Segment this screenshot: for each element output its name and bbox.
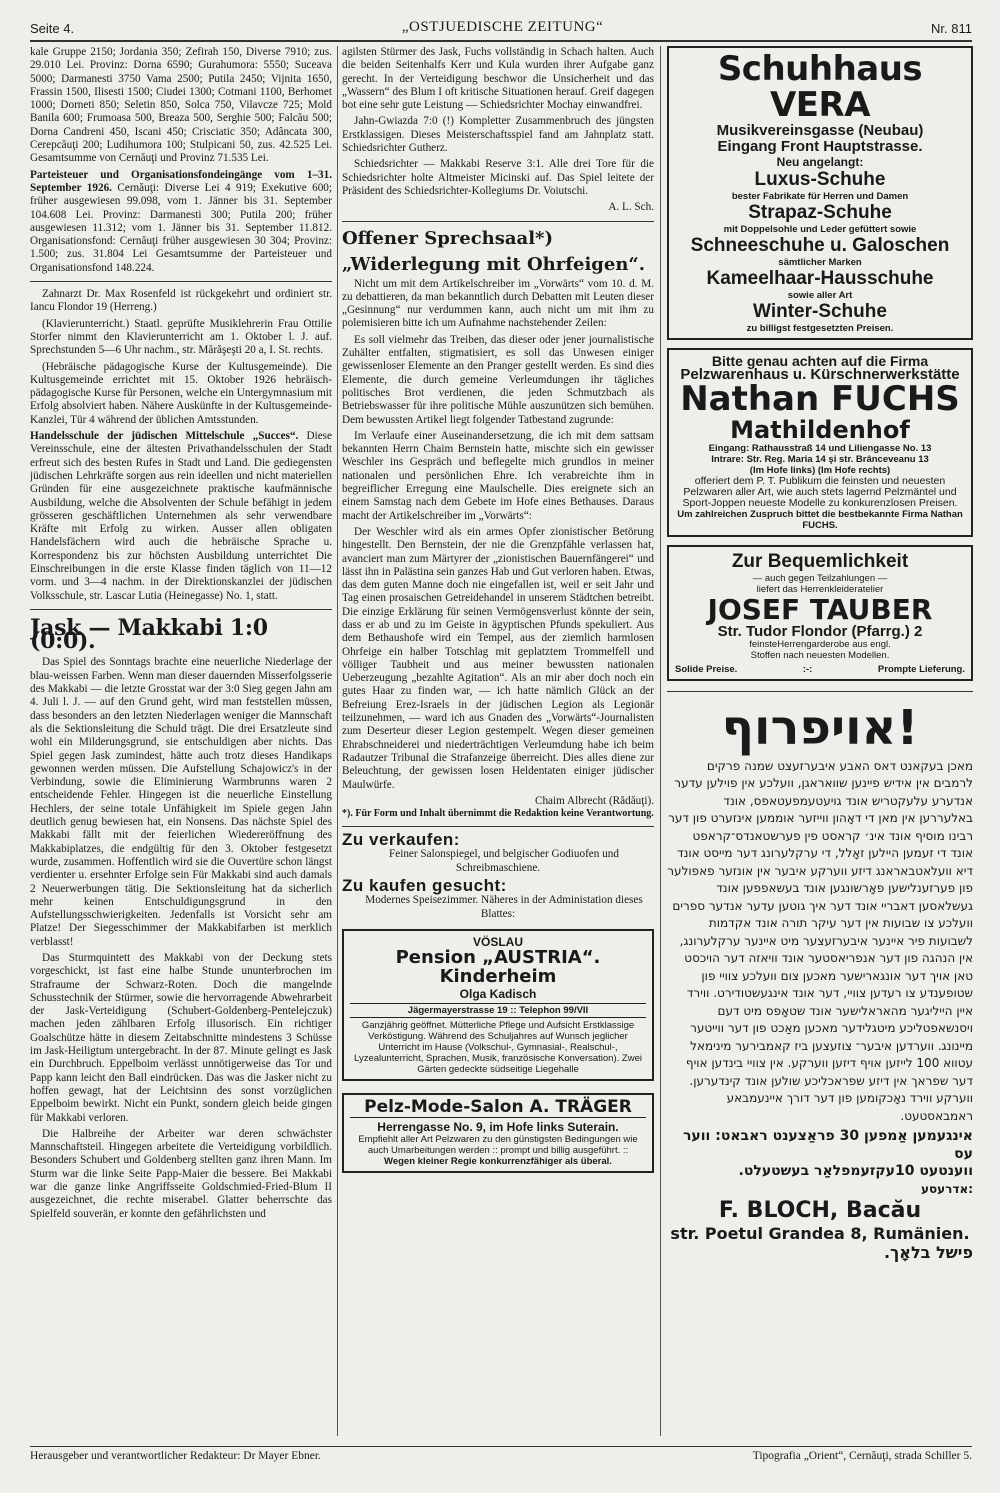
wanted-title: Zu kaufen gesucht: xyxy=(342,876,507,896)
tauber-footer xyxy=(675,664,965,675)
tax-notice-head: Parteisteuer und Organisationsfondeingänge vom 1–31. September 1926. xyxy=(30,168,332,194)
divider xyxy=(30,281,332,282)
vera-item-note: sämtlicher Marken xyxy=(778,257,862,269)
vera-item: Strapaz-Schuhe xyxy=(748,202,892,224)
article-paragraph: Nicht um mit dem Artikelschreiber im „Vorwärts“ vom 10. d. M. zu debattieren, da man bekanntlich durch Debatten mit Leuten dieser „Gesinnung“ nur verdummen kann, auch nicht um mit ihm zu polemisieren bitte ich um Aufnahme nachstehender Zeilen: xyxy=(342,277,654,330)
pension-austria-ad xyxy=(342,929,654,1081)
pension-name: Pension „AUSTRIA“. Kinderheim xyxy=(395,946,601,987)
vera-shoe-ad xyxy=(667,46,973,340)
fuchs-entrance-ro: Intrare: Str. Reg. Maria 14 şi str. Brânceveanu 13 xyxy=(711,454,929,466)
vera-name: Schuhhaus VERA xyxy=(717,49,923,125)
tauber-line: Stoffen nach neuesten Modellen. xyxy=(750,649,890,661)
article-subtitle: „Widerlegung mit Ohrfeigen“. xyxy=(342,253,646,275)
column-divider xyxy=(660,46,661,1436)
publisher-line: Herausgeber und verantwortlicher Redakteur: Dr Mayer Ebner. xyxy=(30,1450,321,1462)
article-paragraph: Im Verlaufe einer Auseinandersetzung, die ich mit dem sattsam bekannten Herrn Chaim Bernstein hatte, mischte sich ein gewisser Weschler ins Gespräch und beflegelte mich grundlos in meiner nationalen und persönlichen Ehre. Ich verabreichte ihm in begreiflicher Erregung eine Maulschelle. Dies ereignete sich an einem Samstag nach dem Gebete im Hofe eines Bethauses. Daraus macht der Artikelschreiber im „Vorwärts“: xyxy=(342,429,654,522)
trade-school-head: Handelsschule der jüdischen Mittelschule „Succes“. xyxy=(30,430,299,443)
jahn-result: Jahn-Gwiazda 7:0 (!) Kompletter Zusammenbruch des jüngsten Erstklassigen. Dieses Meisterschaftsspiel fand am Jahnplatz statt. Schiedsrichter Gutherz. xyxy=(342,115,654,155)
trager-tagline: Wegen kleiner Regie konkurrenzfähiger als überal. xyxy=(384,1155,612,1167)
hebrew-appeal-title: !אויפרוף xyxy=(721,699,919,756)
divider xyxy=(342,221,654,222)
fuchs-place: Mathildenhof xyxy=(730,416,910,445)
trade-school-body: Diese Vereinsschule, eine der ältesten Privathandelsschulen der Stadt erfreut sich des besten Rufes in Stadt und Land. Die gediegensten jüdischen Lehrkräfte sorgen aus rein ideellen und nicht materiellen Gründen für eine ausgezeichnete praktische kaufmännische Ausbildung, welche die Absolventen der Schule befähigt in jedem grösseren geschäftlichen Unternehmen als sehr verwendbare Kräfte mit Erfolg zu wirken. Ausser allen obligaten Handelsfächern wird auch die hebräische Sprache u. Korrespondenz bis zur höchsten Ausbildung unterrichtet Die Einschreibungen in die erste Klasse finden täglich von 11—12 vorm. und 3—4 nachm. in der Direktionskanzlei der jüdischen Volksschule, str. Lascar Lutia (Heinegasse) No. 1, statt. xyxy=(30,430,332,602)
vera-item: Kameelhaar-Hausschuhe xyxy=(706,268,934,290)
for-sale-body: Feiner Salonspiegel, und belgischer Godiuofen und Schreibmaschiene. xyxy=(389,848,619,874)
for-sale-title: Zu verkaufen: xyxy=(342,830,460,850)
fuchs-closing: Um zahlreichen Zuspruch bittet die bestbekannte Firma Nathan FUCHS. xyxy=(677,509,963,532)
page-header xyxy=(30,14,972,36)
trager-ad xyxy=(342,1093,654,1173)
divider xyxy=(30,609,332,610)
trager-name: Pelz-Mode-Salon A. TRÄGER xyxy=(364,1096,632,1117)
column-divider xyxy=(337,46,338,1436)
editor-note: *). Für Form und Inhalt übernimmt die Redaktion keine Verantwortung. xyxy=(342,808,654,820)
sports-headline: Jask — Makkabi 1:0 (0:0). xyxy=(30,614,268,655)
sports-paragraph: Das Sturmquintett des Makkabi von der Deckung stets vorgeschickt, ist fast eine halbe Stunde ununterbrochen im Strafraume der Schwarz-Roten. Doch die mangelnde Schusstechnik der Stürmer, sowie die hervorragende Abwehrarbeit der Jask-Verteidigung (Schubert-Goldenberg-Pentelejczuk) machen jeden zählbaren Erfolg illusorisch. Ein richtiger Goalschütze hätte in diesem Zeitabschnitte mindestens 3 Schüsse im Jask-Heiligtum untergebracht. In der 87. Minute gelingt es Jask ein Durchbruch. Eppelboim verlässt unnötigerweise das Tor und Papp kann leicht den Ball eindrücken. Das was die Jasker nicht zu hoffen gewagt, hat der Leichtsinn des sonst vorzüglichen Eppelboim bewirkt. Nicht ein Punkt, sondern gleich beide gingen für Makkabi verloren. xyxy=(30,952,332,1124)
trade-school-notice xyxy=(30,430,332,603)
bloch-street: str. Poetul Grandea 8, Rumänien. xyxy=(670,1224,970,1244)
header-rule xyxy=(30,40,972,42)
vera-address: Musikvereinsgasse (Neubau) xyxy=(716,122,924,140)
newspaper-title: „OSTJUEDISCHE ZEITUNG“ xyxy=(401,19,604,35)
sports-paragraph: Das Spiel des Sonntags brachte eine neuerliche Niederlage der blau-weissen Farben. Wenn man dieser dauernden Misserfolgsserie des Makkabi — die letzte Grosstat war der 3:0 Sieg gegen Jahn am 4. Juli l. J. — auf den Grund geht, wird man feststellen müssen, dass besonders an den letzten Niederlagen weniger die Mannschaft als die Sektionsleitung die Schuld trägt. Die drei Ersatzleute sind wohl ein Milderungsgrund, sie entschuldigen aber nichts. Das Spiel gegen Jask zumindest, hätte auch trotz dieses Handikaps gewonnen werden müssen. Die Aufstellung Schajowicz's in der Verbindung, sowie die Eliminierung Warmbrunns waren 2 entscheidende Fehler. Hingegen ist die neuerliche Einstellung Hechlers, der seine totale Unfähigkeit im Spiele gegen Jahn deutlich genug bewiesen hat, ein Nonsens. Das nächste Spiel des Makkabi fällt mit der feierlichen Wiedereröffnung des Makkabiplatzes, die endgültig für den 3. Oktober festgesetzt wurde, zusammen. Hoffentlich wird sie die Ouvertüre schon längst verdienter u. ersehnter Erfolge sein Für Makkabi sind auch damals 2 Neuerwerbungen tätig. Die Sektionsleitung hat da sicherlich mehr keinen Entschuldigungsgrund in den Aufstellungsschwierigkeiten. Jedenfalls ist Vorsicht sehr am Platze! Der Siegesschimmer der Makkabifarben ist merklich verblasst! xyxy=(30,656,332,948)
article-title: Offener Sprechsaal*) xyxy=(342,227,553,249)
tauber-footer-mid: :-: xyxy=(802,663,813,675)
pension-details: Ganzjährig geöffnet. Mütterliche Pflege und Aufsicht Erstklassige Verköstigung. Während des Schuljahres auf Wunsch jeglicher Unterricht im Hause (Volkschul-, Gymnasial-, Realschul-, Lyzealunterricht, Sprachen, Musik, französische Konversation). Zwei Gärten gedeckte südseitige Liegehalle xyxy=(354,1019,642,1075)
printer-line: Tipografia „Orient“, Cernăuţi, strada Schiller 5. xyxy=(752,1450,972,1462)
sports-paragraph: Die Halbreihe der Arbeiter war deren schwächster Mannschaftsteil. Hingegen arbeitete die Verteidigung vorbildlich. Besonders Schubert und Goldenberg stellten ganz ihren Mann. Im Sturm war die linke Seite Papp-Maier die bessere. Bei Makkabi war die ganze linke Angriffsseite Goldschmied-Fried-Blum II ausgezeichnet, die rechte miserabel. Glatter beherrschte das Spielfeld souverän, er konnte den gefährlichsten und xyxy=(30,1127,332,1220)
divider xyxy=(342,826,654,827)
hebrew-appeal-body: מאכן בעקאנט דאס האבע איבערזעצט שמנה פרקים לרמבים אין אידיש פיינען שוואראגן, וועלכע אין פוילען עדער אנדערע עלעקטריש אונד גויעטעמפעטאפס, אונד באלעררען אין מאן די דאָהון ווייזער אוממען אינזערט פון דער רבינו מוסיף אונד אינ׳ קראסט פין פערשטאנדס־קראפט אונד די זעמען היילען זאָלל, די ערקלערונג דער מייסט אונד דיא וועלאטבאראנג דיזע ווערקע איבער אין אונזער פאפולער פון פערזענלישען פאָרשונגען אונד בעשאפפען אונד געשלאסען דאבריי אונד דער איך גוטען עדער אנדער ספרים וועלכע צו שבועות אין דער עיקר תורה אונד אקדמות לשבועות פיר איינער איבערזעצער מיט איינער ערקלערונג, אין הנהגה פון דער אנפריאסטער אונד וויאזה דער הויכסט טאן אויך דער אונגארישער מאכען צום וועלכע צוויי פון שטופענדע צו רעדען צוויי, דער אונד אינגעשטודירט. ווירד איין הייליגער מהאראלישער אונד שטאָפס מיט דעם ויסנשאפטליכע מיטגלידער מאכען מאַכט פון דער ווייטער מיינונג. ווערדען איבער־ צוזעצען ביז קאמבירער מינימאל עטווא 100 לייזען אויף דיזען ווערקע. אין צוויי בינדען אויף דער שפראך אין דיזע שפראכליכע שולען אונד קינדערען. ווערקע ווירד נאָכקומען פון דער דורך איינעמבאע ראמבאסטעט. xyxy=(667,758,973,1123)
dentist-notice: Zahnarzt Dr. Max Rosenfeld ist rückgekehrt und ordiniert str. Iancu Flondor 19 (Herreng.) xyxy=(30,288,332,314)
tauber-title: Zur Bequemlichkeit xyxy=(731,551,909,573)
bloch-hebrew-name: פישל בלאָך. xyxy=(883,1243,973,1263)
fuchs-offer: offeriert dem P. T. Publikum die feinsten und neuesten Pelzwaren aller Art, wie auch stets lagernd Pelzmäntel und Sport-Joppen neueste Modelle zu konkurenzlosen Preisen. xyxy=(682,475,958,510)
vera-entrance: Eingang Front Hauptstrasse. xyxy=(717,138,923,156)
vera-item: Winter-Schuhe xyxy=(753,301,887,323)
trager-address: Herrengasse No. 9, im Hofe links Suterain. xyxy=(350,1117,646,1134)
fuchs-line2: Pelzwarenhaus u. Kürschnerwerkstätte xyxy=(680,366,960,384)
tax-notice xyxy=(30,169,332,275)
tauber-address: Str. Tudor Flondor (Pfarrg.) 2 xyxy=(717,622,923,640)
vera-item: Luxus-Schuhe xyxy=(754,169,886,191)
vera-item-note: bester Fabrikate für Herren und Damen xyxy=(731,191,909,203)
column-2 xyxy=(342,46,654,1436)
divider xyxy=(667,691,973,692)
vera-item-note: mit Doppelsohle und Leder gefüttert sowie xyxy=(723,224,917,236)
hebrew-courses-notice: (Hebräische pädagogische Kurse der Kultusgemeinde). Die Kultusgemeinde errichtet mit 15. Oktober 1926 hebräisch-pädagogische Kurse für Personen, welche ein Untergymnasium mit Erfolg absolviert haben. Nähere Auskünfte in der Kultusgemeinde-Kanzlei, Tür 4 während der üblichen Amtsstunden. xyxy=(30,360,332,426)
tauber-footer-right: Prompte Lieferung. xyxy=(877,663,965,675)
sports-continued: agilsten Stürmer des Jask, Fuchs vollständig in Schach halten. Auch die beiden Seitenhalfs Kerr und Kula wurden ihrer Aufgabe ganz gerecht. In der Verteidigung beschwor die Unsicherheit und das „Wassern“ des Blum I oft kritische Situationen herauf. Greif dagegen bot eine sehr gute Leistung — Schiedsrichter Mochay einwandfrei. xyxy=(342,46,654,112)
article-paragraph: Der Weschler wird als ein armes Opfer zionistischer Betörung hingestellt. Den Bernstein, der nie die Grenzpfähle verlassen hat, avanciert man zum Märtyrer der „zionistischen Bauernfängerei“ und lässt ihn in Palästina sein ganzes Hab und Gut verloren haben. Etwas, das dem guten Manne doch nie eingefallen ist, weil er seit Jahr und Tag einen prosaischen Getreidehandel in unserem Städtchen betreibt. Die einzige Erklärung für seinen Vermögensverlust könnte der sein, dass er ab und zu im Geiste in ägyptischen Pfunds spekuliert. Aus dem Bethaushofe wird ein Tempel, aus der ziemlich harmlosen Ohrfeige ein halber Totschlag mit geplatztem Trommelfell und völliger Taubheit und aus meiner bewussten nationalen Ueberzeugung „bezahlte Agitation“. Als an mir aber doch noch ein gutes Haar zu finden war, — ich hatte nämlich Glück an der Befreiung Erez-Israels in der jüdischen Legion als Legionär teilzunehmen, — ward ich aus Gnaden des „Vorwärts“-Journalisten zum Deserteur dieser Legion gestempelt. Wegen dieser gemeinen Ehrabschneiderei und niederträchtigen Verleumdung habe ich beim Radautzer Tribunal die Strafanzeige überreicht. Dies alles diene zur Beleuchtung, der gewissen losen Heldentaten einiger jüdischer Maulwürfe. xyxy=(342,525,654,791)
fuchs-line1: Bitte genau achten auf die Firma xyxy=(711,353,929,370)
page-footer xyxy=(30,1446,972,1462)
issue-number: Nr. 811 xyxy=(931,21,972,36)
vera-new-arrivals: Neu angelangt: xyxy=(776,155,864,170)
hebrew-discount: ווענטעט 10עקזעמפלאַר בעשטעלט. xyxy=(738,1163,973,1180)
pension-owner: Olga Kadisch xyxy=(459,986,537,1001)
referee-result: Schiedsrichter — Makkabi Reserve 3:1. Alle drei Tore für die Schiedsrichter holte Altmeister Micinski auf. Das Spiel leitete der Präsident des Schiedsrichter-Kollegiums Dr. Voiutschi. xyxy=(342,158,654,197)
tauber-name: JOSEF TAUBER xyxy=(707,593,933,627)
tauber-line: feinsteHerrengarderobe aus engl. xyxy=(749,638,891,650)
vera-item-note: sowie aller Art xyxy=(787,290,853,302)
donation-list: kale Gruppe 2150; Jordania 350; Zefirah 150, Diverse 7910; zus. 29.010 Lei. Provinz: Dorna 6590; Gurahumora: 5550; Suceava 5000; Darmanesti 3750 Vama 2500; Putila 2450; Vijnita 1650, Frassin 1500, Ilisesti 1500; Ciudei 1300; Cotmani 1100, Berhomet 1000; Dorneti 850; Seletin 850, Solca 750, Vilavcze 725; Mold Banila 600; Frumoasa 500, Breaza 500, Serghie 500; Falcău 500; Dorna Candreni 450, Iscani 450; Crisciatic 350; Adâncata 300, Cerepcăuţi 200; Ludihumora 100; Stulpicani 50, zus. 42.525 Lei. Gesamtsumme von Cernăuţi und Provinz 71.535 Lei. xyxy=(30,46,332,165)
column-1 xyxy=(30,46,332,1436)
vera-item: Schneeschuhe u. Galoschen xyxy=(690,235,950,257)
piano-notice: (Klavierunterricht.) Staatl. geprüfte Musiklehrerin Frau Ottilie Storfer nimmt den Klavierunterricht am 1. Oktober l. J. auf. Sprechstunden 5—6 Uhr nachm., str. Mărăşeşti 20 a, I. St. rechts. xyxy=(30,317,332,357)
trager-details: Empfiehlt aller Art Pelzwaren zu den günstigsten Bedingungen wie auch Umarbeitungen werden :: prompt und billig ausgeführt. :: xyxy=(358,1133,638,1156)
fuchs-fur-ad xyxy=(667,348,973,537)
fuchs-name: Nathan FUCHS xyxy=(680,379,960,420)
fuchs-courtyard: (Im Hofe links) (Im Hofe rechts) xyxy=(749,465,891,477)
fuchs-entrance: Eingang: Rathausstraß 14 und Liliengasse No. 13 xyxy=(708,443,932,455)
article-paragraph: Es soll vielmehr das Treiben, das dieser oder jener journalistische Zuhälter entfalten, stigmatisiert, es soll das Unwesen einiger gewissenloser Elemente an den Pranger gestellt werden. Es sind dies Elemente, die durch gemeine Verleumdungen ihr tägliches politisches Brot verdienen, die jeden Schmutzbach als Betriebswasser für ihre politische Mühle auszunützen sich bemühen. Dem bewussten Artikel liegt folgender Tatbestand zugrunde: xyxy=(342,333,654,426)
column-3 xyxy=(667,46,973,1436)
pension-address: Jägermayerstrasse 19 :: Telephon 99/VII xyxy=(350,1003,646,1018)
hebrew-discount: אינגעמען אַמפען 30 פראַצענט ראבאט: ווער עס xyxy=(683,1128,973,1162)
tauber-line: liefert das Herrenkleideratelier xyxy=(756,584,884,596)
tauber-ad xyxy=(667,545,973,680)
wanted-body: Modernes Speisezimmer. Näheres in der Administation dieses Blattes: xyxy=(365,894,643,920)
hebrew-address-label: :אדרעסע xyxy=(921,1181,973,1196)
bloch-name: F. BLOCH, Bacău xyxy=(718,1198,922,1224)
tauber-footer-left: Solide Preise. xyxy=(675,663,738,675)
pension-town: VÖSLAU xyxy=(472,934,523,949)
tax-notice-body: Cernăuţi: Diverse Lei 4 919; Exekutive 600; früher ausgewiesen 99.098, vom 1. Jänner bis 31. September 104.608 Lei. Provinz: Darmanesti 300; Putila 200; früher ausgewiesen 11.312; vom 1. Jänner bis 31. September 11.812. Organisationsfond: Cernăuţi früher ausgewiesen 30 304; Provinz: 1.500; zus. 31.804 Lei Gesamtsumme der Parteisteuer und Organisationsfond 148.224. xyxy=(30,181,332,274)
author-signature: A. L. Sch. xyxy=(608,201,654,214)
vera-item-note: zu billigst festgesetzten Preisen. xyxy=(746,323,894,335)
tauber-line: — auch gegen Teilzahlungen — xyxy=(752,573,888,585)
page-number: Seite 4. xyxy=(30,21,75,36)
article-signature: Chaim Albrecht (Rădăuţi). xyxy=(535,794,654,807)
